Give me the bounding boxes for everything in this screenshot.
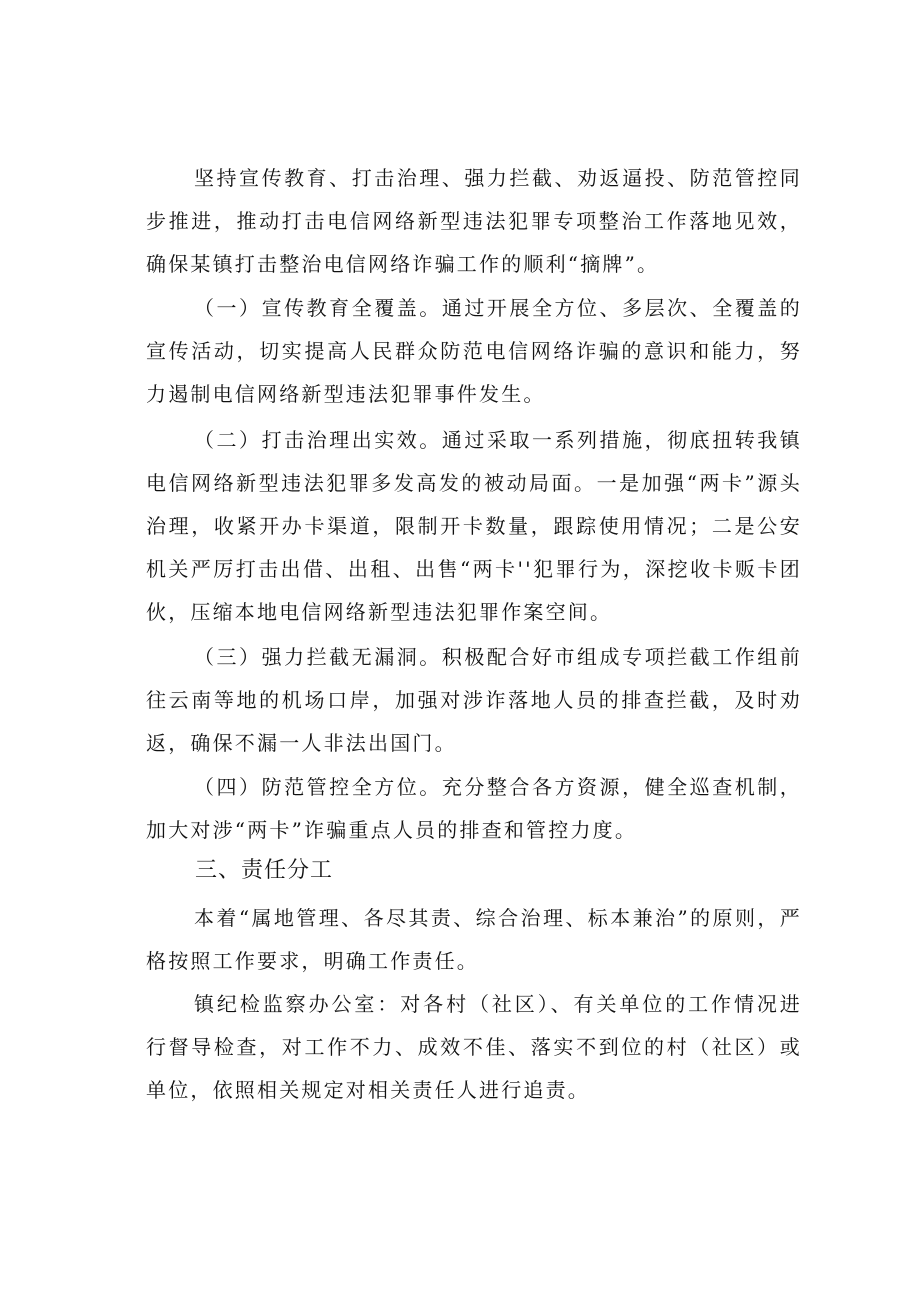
section-3-heading: 三、责任分工 [195, 858, 334, 883]
intro-paragraph: 坚持宣传教育、打击治理、强力拦截、劝返逼投、防范管控同步推进，推动打击电信网络新型违法犯罪专项整治工作落地见效，确保某镇打击整治电信网络诈骗工作的顺利“摘牌”。 [146, 166, 802, 276]
discipline-office-paragraph: 镇纪检监察办公室：对各村（社区）、有关单位的工作情况进行督导检查，对工作不力、成效不佳、落实不到位的村（社区）或单位，依照相关规定对相关责任人进行追责。 [146, 992, 802, 1102]
section-3-intro-paragraph: 本着“属地管理、各尽其责、综合治理、标本兼治”的原则，严格按照工作要求，明确工作责任。 [146, 906, 802, 973]
item-3-paragraph: （三）强力拦截无漏洞。积极配合好市组成专项拦截工作组前往云南等地的机场口岸，加强对涉诈落地人员的排查拦截，及时劝返，确保不漏一人非法出国门。 [146, 645, 802, 755]
item-2-paragraph: （二）打击治理出实效。通过采取一系列措施，彻底扭转我镇电信网络新型违法犯罪多发高发的被动局面。一是加强“两卡”源头治理，收紧开办卡渠道，限制开卡数量，跟踪使用情况；二是公安机关严厉打击出借、出租、出售“两卡''犯罪行为，深挖收卡贩卡团伙，压缩本地电信网络新型违法犯罪作案空间。 [146, 428, 802, 624]
item-4-paragraph: （四）防范管控全方位。充分整合各方资源，健全巡查机制，加大对涉“两卡”诈骗重点人员的排查和管控力度。 [146, 775, 802, 842]
item-1-paragraph: （一）宣传教育全覆盖。通过开展全方位、多层次、全覆盖的宣传活动，切实提高人民群众防范电信网络诈骗的意识和能力，努力遏制电信网络新型违法犯罪事件发生。 [146, 296, 802, 406]
